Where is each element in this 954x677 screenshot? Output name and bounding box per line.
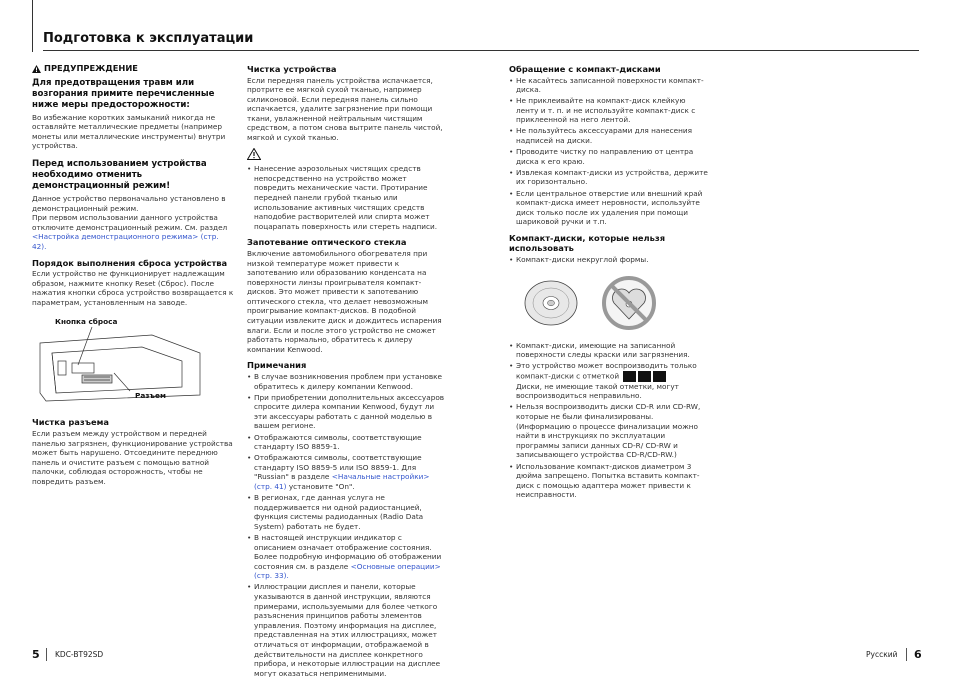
note-5: • В регионах, где данная услуга не поддерживается ни одной радиостанцией, функция системы радиоданных (Radio Data System) работать не будет. [247, 493, 445, 531]
page-title: Подготовка к эксплуатации [43, 31, 254, 46]
demo-link[interactable]: <Настройка демонстрационного режима> (стр. 42). [32, 232, 219, 251]
language-label: Русский [866, 650, 898, 659]
cd-logo-icon [623, 371, 636, 382]
right-page-number: 6 [914, 648, 922, 661]
warn-text: Во избежание коротких замыканий никогда не оставляйте металлические предметы (например монеты или металлические инструменты) внутри устройства. [32, 112, 226, 151]
handling-item-3: • Не пользуйтесь аксессуарами для нанесения надписей на диски. [509, 126, 709, 145]
demo-text-2: При первом использовании данного устройства отключите демонстрационный режим. См. раздел [32, 213, 228, 232]
note-4-link[interactable]: <Начальные настройки> (стр. 41) [254, 472, 430, 491]
reset-text: Если устройство не функционирует надлежащим образом, нажмите кнопку Reset (Сброс). После нажатия кнопки сброса устройство возвращается к параметрам, установленным на заводе. [32, 269, 234, 307]
column-left [32, 64, 234, 486]
reset-button-label: Кнопка сброса [55, 317, 118, 327]
cd-text-logo-icon [638, 371, 651, 382]
demo-text-1: Данное устройство первоначально установлено в демонстрационный режим. [32, 193, 226, 213]
reset-figure [32, 313, 222, 409]
disc-illustrations [523, 275, 709, 331]
cd-rw-logo-icon [653, 371, 666, 382]
note-3: • Отображаются символы, соответствующие стандарту ISO 8859-1. [247, 433, 445, 452]
device-illustration [32, 313, 222, 409]
unusable-item-4: • Нельзя воспроизводить диски CD-R или CD-RW, которые не были финализированы. (Информацию о процессе финализации можно найти в инструкциях по эксплуатации программы записи данных CD-R/ CD-RW и записывающего устройства CD-R/CD-RW.) [509, 402, 709, 460]
note-4-text: Отображаются символы, соответствующие стандарту ISO 8859-5 или ISO 8859-1. Для "Russian" в разделе [254, 453, 422, 482]
model-name: KDC-BT92SD [55, 650, 104, 659]
handling-heading: Обращение с компакт-дисками [509, 64, 661, 74]
connector-label: Разъем [135, 391, 166, 401]
note-4 [247, 453, 445, 491]
header-vertical-rule [32, 0, 33, 52]
note-4-end: установите "On". [288, 481, 355, 491]
warning-icon [32, 65, 41, 73]
note-6-link[interactable]: <Основные операции> (стр. 33). [254, 561, 441, 581]
unusable-item-2: • Компакт-диски, имеющие на записанной поверхности следы краски или загрязнения. [509, 341, 709, 360]
header-rule [43, 50, 919, 51]
heart-disc-icon [523, 275, 579, 329]
left-footer-separator [46, 648, 47, 661]
caution-text: • Нанесение аэрозольных чистящих средств непосредственно на устройство может повредить механические части. Протирание передней панели грубой тканью или использование активных чистящих средств наподобие растворителей или спирта может поцарапать поверхность или стереть надписи. [247, 164, 445, 231]
clean-connector-text: Если разъем между устройством и передней панелью загрязнен, функционирование устройства может быть нарушено. Отсоедините переднюю панель и очистите разъем с помощью ватной палочки, соблюдая осторожность, чтобы не повредить разъем. [32, 428, 233, 486]
column-middle [247, 64, 445, 677]
notes-heading: Примечания [247, 360, 307, 371]
handling-item-6: • Если центральное отверстие или внешний край компакт-диска имеет неровности, используйте диск только после их удаления при помощи шариковой ручки и т.п. [509, 189, 709, 227]
unusable-item-5: • Использование компакт-дисков диаметром 3 дюйма запрещено. Попытка вставить компакт-диск с помощью адаптера может привести к неисправности. [509, 462, 709, 500]
warning-heading [32, 64, 234, 74]
reset-heading: Порядок выполнения сброса устройства [32, 257, 228, 268]
note-1: • В случае возникновения проблем при установке обратитесь к дилеру компании Kenwood. [247, 372, 445, 391]
unusable-item-3-note: Диски, не имеющие такой отметки, могут воспроизводиться неправильно. [516, 381, 679, 401]
demo-heading: Перед использованием устройства необходимо отменить демонстрационный режим! [32, 158, 207, 191]
note-6-text: В настоящей инструкции индикатор с описанием означает отображение состояния. Более подробную информацию об отображении состояния см. в разделе [254, 532, 442, 571]
warn-heading: Для предотвращения травм или возгорания примите перечисленные ниже меры предосторожности: [32, 77, 215, 110]
caution-icon [247, 148, 445, 163]
note-2: • При приобретении дополнительных аксессуаров спросите дилера компании Kenwood, будут ли эти аксессуары работать с данной моделью в вашем регионе. [247, 393, 445, 431]
handling-item-5: • Извлекая компакт-диски из устройства, держите их горизонтально. [509, 168, 709, 187]
right-footer-separator [906, 648, 907, 661]
prohibited-disc-icon [601, 275, 657, 331]
left-page-number: 5 [32, 648, 40, 661]
warning-title: ПРЕДУПРЕЖДЕНИЕ [44, 63, 138, 73]
unusable-item-3-text: Это устройство может воспроизводить только компакт-диски с отметкой [516, 361, 697, 381]
handling-item-4: • Проводите чистку по направлению от центра диска к его краю. [509, 147, 709, 166]
clean-heading: Чистка устройства [247, 64, 337, 74]
clean-connector-heading: Чистка разъема [32, 417, 109, 428]
unusable-item-1: • Компакт-диски некруглой формы. [509, 255, 709, 265]
column-right [509, 64, 709, 501]
note-6 [247, 533, 445, 581]
unusable-heading: Компакт-диски, которые нельзя использовать [509, 232, 666, 254]
note-7: • Иллюстрации дисплея и панели, которые указываются в данной инструкции, являются примерами, используемыми для более четкого разъяснения принципов работы элементов управления. Поэтому информация на дисплее, представленная на этих иллюстрациях, может отличаться от информации, отображаемой в действительности на дисплее конкретного прибора, и некоторые иллюстрации на дисплее могут оказаться неприменимыми. [247, 582, 445, 677]
fog-heading: Запотевание оптического стекла [247, 237, 407, 248]
handling-item-2: • Не приклеивайте на компакт-диск клейкую ленту и т. п. и не используйте компакт-диск с приклеенной на него лентой. [509, 96, 709, 125]
handling-item-1: • Не касайтесь записанной поверхности компакт-диска. [509, 76, 709, 95]
fog-text: Включение автомобильного обогревателя при низкой температуре может привести к запотеванию или образованию конденсата на поверхности линзы проигрывателя компакт-дисков. Это может привести к запотеванию оптического стекла, что делает невозможным проигрывание компакт-дисков. В подобной ситуации извлеките диск и дождитесь испарения влаги. Если и после этого устройство не сможет работать нормально, обратитесь к дилеру компании Kenwood. [247, 248, 442, 354]
clean-text: Если передняя панель устройства испачкается, протрите ее мягкой сухой тканью, например силиконовой. Если передняя панель сильно испачкается, удалите загрязнение при помощи ткани, увлажненной нейтральным чистящим средством, а потом снова вытрите панель чистой, мягкой и сухой тканью. [247, 75, 443, 143]
unusable-item-3 [509, 361, 709, 401]
